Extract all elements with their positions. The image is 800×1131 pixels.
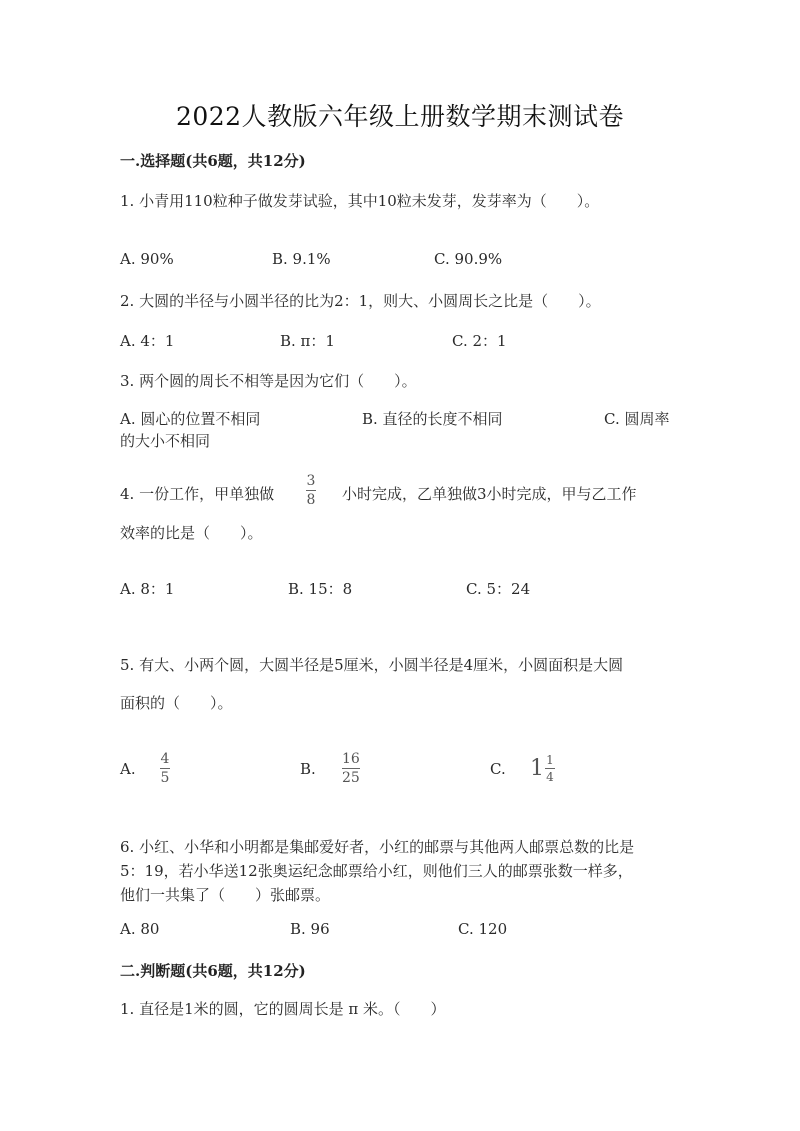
question-5-option-a-label: A. <box>120 760 136 778</box>
question-5-option-c-label: C. <box>490 760 506 778</box>
question-5-option-b-fraction <box>342 752 360 785</box>
question-6-option-a: A. 80 <box>120 920 160 938</box>
mixed-number-whole: 1 <box>530 756 544 781</box>
question-6-option-b: B. 96 <box>290 920 330 938</box>
question-5-option-a-fraction <box>160 752 170 785</box>
question-5-option-b-label: B. <box>300 760 316 778</box>
fraction-denominator: 8 <box>306 492 316 508</box>
fraction-denominator: 25 <box>342 770 360 786</box>
question-3-option-b: B. 直径的长度不相同 <box>362 410 503 428</box>
question-6-text-line3: 他们一共集了（ ）张邮票。 <box>120 886 331 904</box>
section-heading-choice: 一.选择题(共6题，共12分) <box>120 152 306 170</box>
question-6-text-line2: 5：19，若小华送12张奥运纪念邮票给小红，则他们三人的邮票张数一样多， <box>120 862 633 880</box>
fraction-numerator: 3 <box>306 473 316 489</box>
judgment-1-text: 1. 直径是1米的圆，它的圆周长是 π 米。（ ） <box>120 1000 446 1018</box>
section-heading-judgment: 二.判断题(共6题，共12分) <box>120 962 306 980</box>
question-5-text: 5. 有大、小两个圆，大圆半径是5厘米，小圆半径是4厘米，小圆面积是大圆 <box>120 656 624 674</box>
question-3-text: 3. 两个圆的周长不相等是因为它们（ ）。 <box>120 372 417 390</box>
fraction-bar <box>342 768 360 769</box>
fraction-denominator: 4 <box>546 770 554 784</box>
fraction-bar <box>545 768 555 769</box>
question-4-option-a: A. 8：1 <box>120 580 175 598</box>
question-4-option-c: C. 5：24 <box>466 580 531 598</box>
question-2-option-a: A. 4：1 <box>120 332 175 350</box>
fraction-numerator: 1 <box>546 753 554 767</box>
question-3-option-c: C. 圆周率 <box>604 410 670 428</box>
question-1-option-a: A. 90% <box>120 250 174 268</box>
question-5-text-line2: 面积的（ ）。 <box>120 694 233 712</box>
fraction-numerator: 4 <box>160 751 170 767</box>
question-4-text-start: 4. 一份工作，甲单独做 <box>120 485 275 503</box>
fraction-denominator: 5 <box>160 770 170 786</box>
fraction-bar <box>160 768 170 769</box>
question-2-option-b: B. π：1 <box>280 332 335 350</box>
mixed-number-fraction <box>545 754 555 783</box>
question-1-text: 1. 小青用110粒种子做发芽试验，其中10粒未发芽，发芽率为（ ）。 <box>120 192 600 210</box>
question-6-text-line1: 6. 小红、小华和小明都是集邮爱好者，小红的邮票与其他两人邮票总数的比是 <box>120 838 635 856</box>
page-title: 2022人教版六年级上册数学期末测试卷 <box>175 102 625 131</box>
fraction-numerator: 16 <box>342 751 360 767</box>
question-4-fraction <box>306 474 316 507</box>
question-4-text-end: 小时完成，乙单独做3小时完成，甲与乙工作 <box>342 485 637 503</box>
question-5-option-c-mixed-number <box>530 754 555 783</box>
question-3-option-c-continued: 的大小不相同 <box>120 432 211 450</box>
question-2-option-c: C. 2：1 <box>452 332 507 350</box>
question-4-text-line2: 效率的比是（ ）。 <box>120 524 263 542</box>
question-4-option-b: B. 15：8 <box>288 580 353 598</box>
question-3-option-a: A. 圆心的位置不相同 <box>120 410 261 428</box>
question-2-text: 2. 大圆的半径与小圆半径的比为2：1，则大、小圆周长之比是（ ）。 <box>120 292 601 310</box>
question-1-option-b: B. 9.1% <box>272 250 331 268</box>
question-6-option-c: C. 120 <box>458 920 508 938</box>
fraction-bar <box>306 490 316 491</box>
question-1-option-c: C. 90.9% <box>434 250 503 268</box>
